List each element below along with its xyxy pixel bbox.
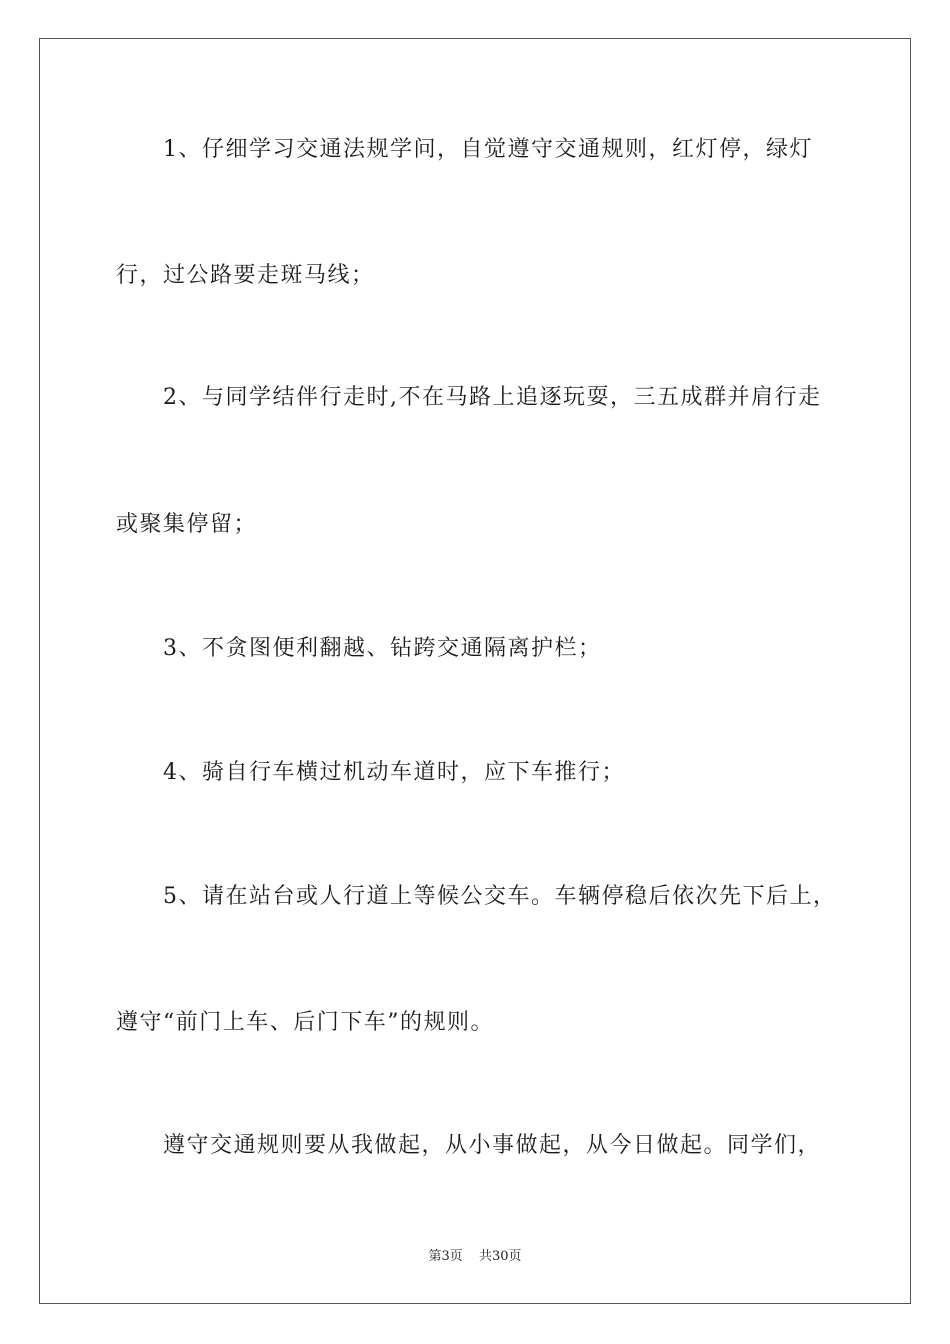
paragraph-line-2: 行，过公路要走斑马线； (116, 263, 375, 288)
paragraph-line-9: 遵守交通规则要从我做起，从小事做起，从今日做起。同学们， (163, 1133, 822, 1158)
paragraph-line-8: 遵守“前门上车、后门下车”的规则。 (116, 1010, 494, 1035)
paragraph-line-3: 2、与同学结伴行走时,不在马路上追逐玩耍，三五成群并肩行走 (163, 385, 822, 410)
page-footer (0, 1248, 950, 1266)
page-total: 共30页 (478, 1249, 522, 1264)
paragraph-line-1: 1、仔细学习交通法规学问，自觉遵守交通规则，红灯停，绿灯 (163, 137, 813, 162)
paragraph-line-6: 4、骑自行车横过机动车道时，应下车推行； (163, 760, 625, 785)
paragraph-line-4: 或聚集停留； (116, 512, 258, 537)
page-number: 第3页 (428, 1249, 463, 1264)
page-border (39, 38, 911, 1304)
paragraph-line-7: 5、请在站台或人行道上等候公交车。车辆停稳后依次先下后上， (163, 884, 837, 909)
paragraph-line-5: 3、不贪图便利翻越、钻跨交通隔离护栏； (163, 636, 602, 661)
